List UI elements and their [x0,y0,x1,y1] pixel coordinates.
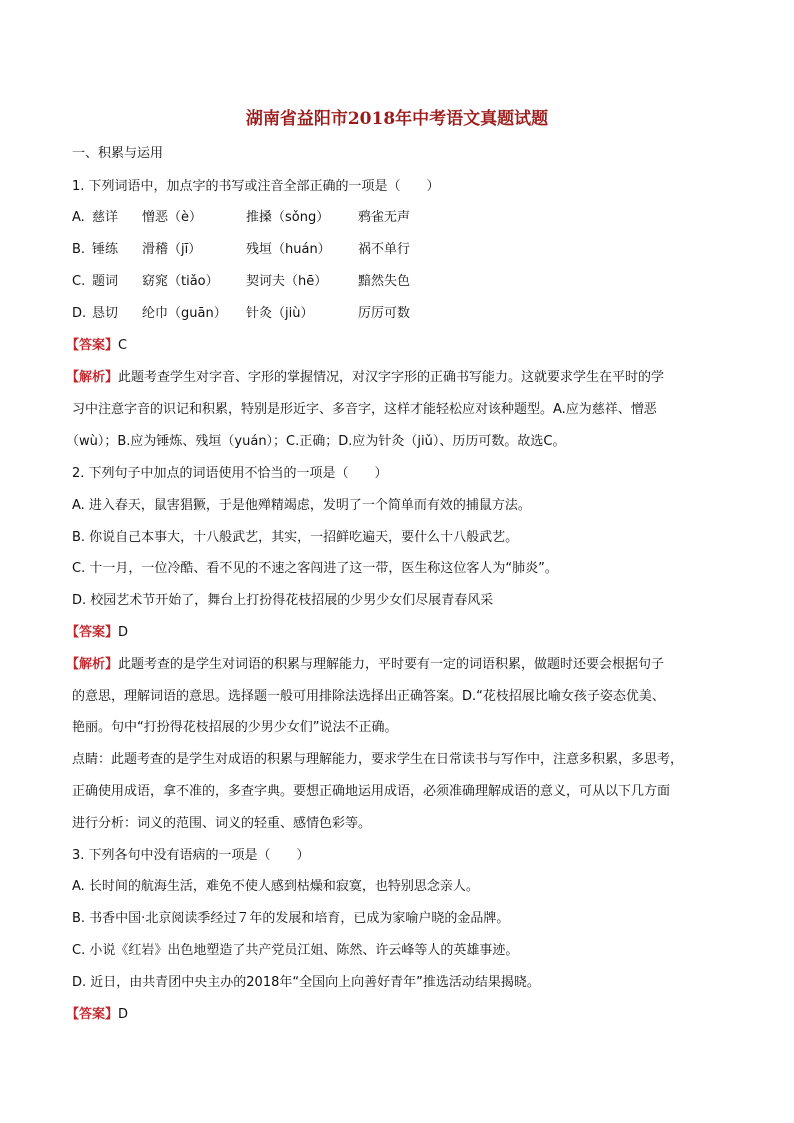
option-word: 纶巾（guān） [142,306,227,321]
question-1-analysis-line-3: （wù）；B.应为锤炼、残垣（yuán）；C.正确；D.应为针灸（jiǔ）、历历可数。故选C。 [66,434,566,449]
page-title: 湖南省益阳市2018年中考语文真题试题 [245,109,549,129]
question-1-stem: 1. 下列词语中，加点字的书写或注音全部正确的一项是（ ） [72,179,440,194]
analysis-tag: 【解析】 [66,657,119,672]
option-word: 慈详 [92,210,119,225]
answer-value: D [118,1007,129,1022]
question-2-option-c: C. 十一月，一位冷酷、看不见的不速之客闯进了这一带，医生称这位客人为“肺炎”。 [72,561,558,576]
option-word: 鸦雀无声 [358,210,411,225]
question-3-answer [66,1005,128,1025]
answer-tag: 【答案】 [66,625,119,640]
option-word: 针灸（jiù） [246,306,314,321]
analysis-tag: 【解析】 [66,370,119,385]
question-1-analysis-line-2: 习中注意字音的识记和积累，特别是形近字、多音字，这样才能轻松应对该种题型。A.应为慈祥、憎恶 [72,402,657,417]
option-word: 厉厉可数 [358,306,411,321]
question-2-analysis-line-3: 艳丽。句中“打扮得花枝招展的少男少女们”说法不正确。 [72,720,398,735]
option-word: 恳切 [92,306,119,321]
option-word: 推搡（sǒng） [246,210,330,225]
question-3-option-a: A. 长时间的航海生活，难免不使人感到枯燥和寂寞，也特别思念亲人。 [72,879,479,894]
analysis-text: 此题考查学生对字音、字形的掌握情况，对汉字字形的正确书写能力。这就要求学生在平时的学 [118,370,665,385]
question-2-stem: 2. 下列句子中加点的词语使用不恰当的一项是（ ） [72,466,388,481]
question-2-analysis-line-1 [66,655,664,675]
option-word: 祸不单行 [358,242,411,257]
question-2-answer [66,623,128,643]
option-word: 契诃夫（hē） [246,274,328,289]
answer-value: D [118,625,129,640]
option-letter: D. [72,306,87,321]
option-letter: A. [72,210,85,225]
answer-tag: 【答案】 [66,1007,119,1022]
option-letter: B. [72,242,86,257]
option-word: 残垣（huán） [246,242,331,257]
option-word: 滑稽（jī） [142,242,202,257]
question-2-option-d: D. 校园艺术节开始了，舞台上打扮得花枝招展的少男少女们尽展青春风采 [72,593,494,608]
option-letter: C. [72,274,86,289]
question-1-answer [66,336,127,356]
option-word: 题词 [92,274,119,289]
option-word: 黯然失色 [358,274,411,289]
question-3-option-c: C. 小说《红岩》出色地塑造了共产党员江姐、陈然、许云峰等人的英雄事迹。 [72,943,519,958]
question-2-note-line-2: 正确使用成语，拿不准的，多查字典。要想正确地运用成语，必须准确理解成语的意义，可从以下几方面 [72,784,671,799]
analysis-text: 此题考查的是学生对词语的积累与理解能力，平时要有一定的词语积累，做题时还要会根据句子 [118,657,665,672]
option-word: 锤练 [92,242,119,257]
question-2-option-b: B. 你说自己本事大，十八般武艺，其实，一招鲜吃遍天，要什么十八般武艺。 [72,530,519,545]
question-2-note-line-1: 点睛：此题考查的是学生对成语的积累与理解能力，要求学生在日常读书与写作中，注意多积累，多思考， [72,752,684,767]
question-2-note-line-3: 进行分析：词义的范围、词义的轻重、感情色彩等。 [72,816,372,831]
question-3-option-d: D. 近日，由共青团中央主办的2018年“全国向上向善好青年”推选活动结果揭晓。 [72,975,540,990]
question-3-option-b: B. 书香中国·北京阅读季经过７年的发展和培育，已成为家喻户晓的金品牌。 [72,911,510,926]
answer-tag: 【答案】 [66,338,119,353]
question-3-stem: 3. 下列各句中没有语病的一项是（ ） [72,848,310,863]
option-word: 窈窕（tiǎo） [142,274,219,289]
answer-value: C [118,338,128,353]
question-1-analysis-line-1 [66,368,664,388]
question-2-option-a: A. 进入春天，鼠害猖獗，于是他殚精竭虑，发明了一个简单而有效的捕鼠方法。 [72,498,531,513]
option-word: 憎恶（è） [142,210,202,225]
section-heading: 一、积累与运用 [72,146,164,161]
question-2-analysis-line-2: 的意思，理解词语的意思。选择题一般可用排除法选择出正确答案。D.“花枝招展比喻女孩子姿态优美、 [72,689,665,704]
